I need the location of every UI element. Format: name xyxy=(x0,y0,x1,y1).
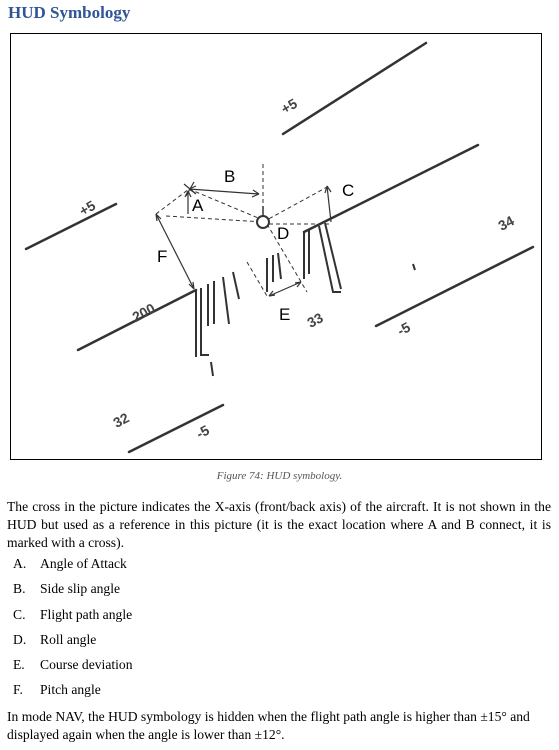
label-c: C xyxy=(342,181,355,200)
list-letter: F. xyxy=(13,682,23,698)
list-letter: A. xyxy=(13,556,27,571)
list-letter: B. xyxy=(13,581,26,597)
list-text: Flight path angle xyxy=(40,606,133,622)
number-minus5-bottom: -5 xyxy=(193,421,212,442)
number-32: 32 xyxy=(110,409,132,431)
body-paragraph-2: In mode NAV, the HUD symbology is hidden when the flight path angle is higher than ±15° and displayed again when the angle is lower than ±12°. xyxy=(7,709,530,742)
number-plus5-top: +5 xyxy=(278,95,300,117)
pitch-line-minus5-right xyxy=(376,247,533,326)
number-34: 34 xyxy=(495,212,517,234)
number-33: 33 xyxy=(304,309,326,331)
pitch-line-plus5-top xyxy=(283,43,426,134)
figure-caption: Figure 74: HUD symbology. xyxy=(216,470,343,482)
label-d: D xyxy=(277,224,290,243)
list-text: Course deviation xyxy=(40,657,133,673)
section-heading: HUD Symbology xyxy=(8,3,131,22)
hud-figure xyxy=(10,33,542,460)
list-text: Angle of Attack xyxy=(40,556,127,571)
label-b: B xyxy=(224,167,236,186)
number-minus5-right: -5 xyxy=(394,318,413,339)
left-ladder-legs xyxy=(196,272,239,376)
list-text: Roll angle xyxy=(40,631,97,647)
list-text: Pitch angle xyxy=(40,682,101,698)
label-e: E xyxy=(279,305,291,324)
flight-path-marker-icon xyxy=(257,216,269,228)
label-f: F xyxy=(157,247,168,266)
list-letter: C. xyxy=(13,606,26,622)
number-plus5-left: +5 xyxy=(76,197,99,219)
pitch-line-plus5-left xyxy=(26,204,116,249)
number-200: 200 xyxy=(129,299,158,325)
list-letter: E. xyxy=(13,657,25,673)
list-text: Side slip angle xyxy=(40,581,121,597)
pitch-line-minus5-bottom xyxy=(129,405,223,452)
list-letter: D. xyxy=(13,631,27,647)
hud-diagram xyxy=(11,34,543,461)
body-paragraph-1: The cross in the picture indicates the X-axis (front/back axis) of the aircraft. It is not shown in the HUD but used as a reference in this picture (it is the exact location where A and B connect, it is marked with a cross). xyxy=(7,499,551,550)
label-a: A xyxy=(192,196,204,215)
